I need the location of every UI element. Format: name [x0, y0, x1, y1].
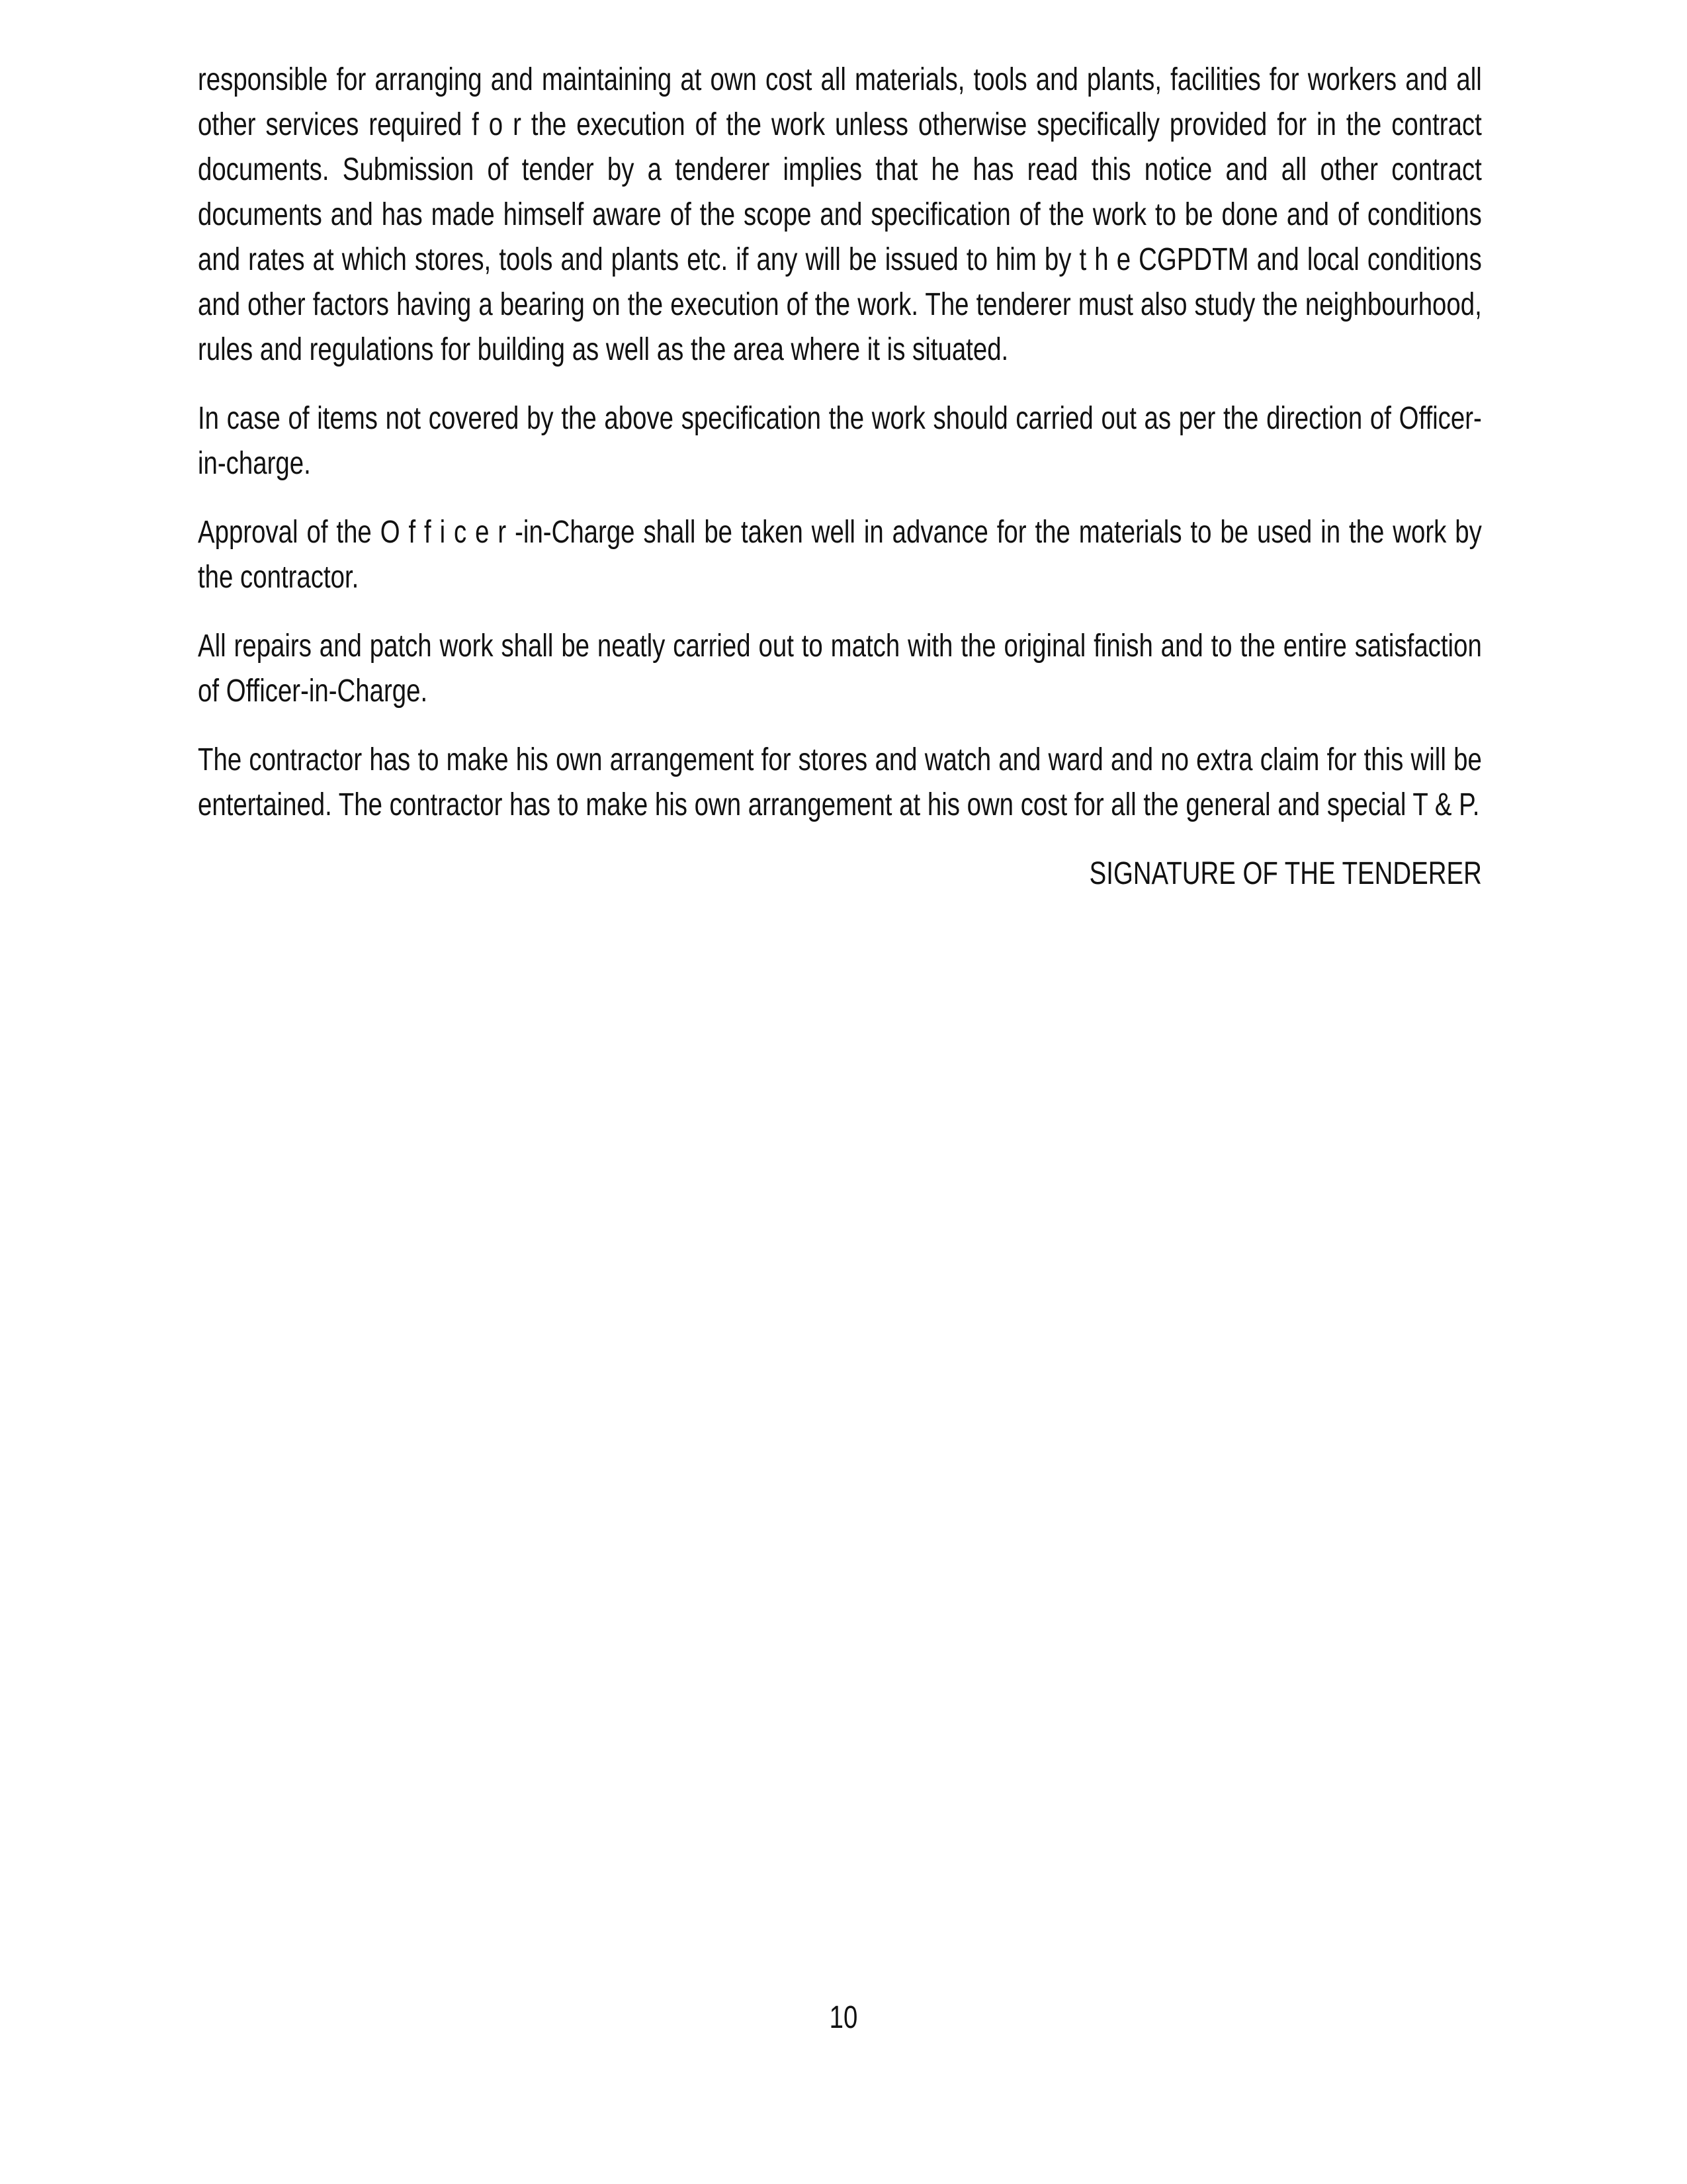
document-content	[198, 58, 1482, 920]
paragraph-repairs-patch-work: All repairs and patch work shall be neatly carried out to match with the original finish and to the entire satisfaction of Officer-in-Charge.	[198, 629, 1482, 709]
signature-line: SIGNATURE OF THE TENDERER	[1089, 856, 1482, 891]
page-number: 10	[829, 2000, 858, 2035]
paragraph-approval-materials: Approval of the O f f i c e r -in-Charge shall be taken well in advance for the materials to be used in the work by the contractor.	[198, 515, 1482, 595]
paragraph-contractor-arrangement: The contractor has to make his own arrangement for stores and watch and ward and no extra claim for this will be entertained. The contractor has to make his own arrangement at his own cost for all the general and special T & P.	[198, 742, 1482, 822]
paragraph-responsibilities: responsible for arranging and maintaining at own cost all materials, tools and plants, facilities for workers and all other services required f o r the execution of the work unless otherwise specifically provided for in the contract documents. Submission of tender by a tenderer implies that he has read this notice and all other contract documents and has made himself aware of the scope and specification of the work to be done and of conditions and rates at which stores, tools and plants etc. if any will be issued to him by t h e CGPDTM and local conditions and other factors having a bearing on the execution of the work. The tenderer must also study the neighbourhood, rules and regulations for building as well as the area where it is situated.	[198, 62, 1482, 367]
paragraph-items-not-covered: In case of items not covered by the above specification the work should carried out as per the direction of Officer-in-charge.	[198, 401, 1482, 481]
